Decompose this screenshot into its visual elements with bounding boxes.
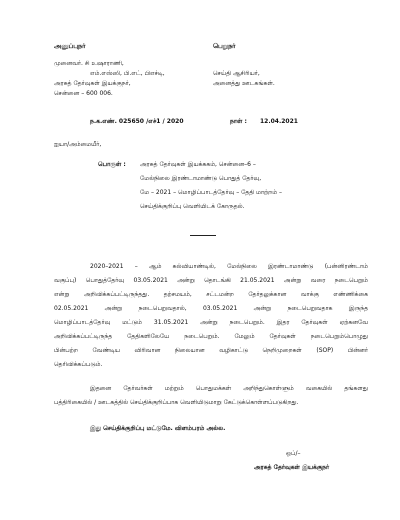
body-line: வகுப்பு) பொதுத்தேர்வு 03.05.2021 அன்று தொடங்கி 21.05.2021 அன்று வரை நடைபெறும் — [54, 277, 368, 284]
body-line: இதனை தேர்வர்கள் மற்றும் பொதுமக்கள் அறிந்துகொள்ளும் வகையில் தங்களது — [90, 385, 368, 392]
sender-line: முனைவர். சி உஷாராணி, — [54, 60, 124, 67]
recipient-line: அனைத்து ஊடகங்கள். — [213, 80, 275, 87]
reference-number: ந.க.எண். 025650 /எச்1 / 2020 — [90, 118, 184, 125]
subject-label: பொருள் : — [98, 161, 126, 168]
sender-heading: அனுப்புநர் — [54, 42, 86, 50]
recipient-line: செய்தி ஆசிரியர், — [213, 70, 260, 77]
separator-rule — [190, 235, 216, 236]
body-line: 02.05.2021 அன்று நடைபெறுவதால், 03.05.2021 அன்று நடைபெறுவதாக இருந்த — [54, 305, 368, 312]
body-line: 2020–2021 – ஆம் கல்வியாண்டில், மேல்நிலை இரண்டாமாண்டு (பன்னிரண்டாம் — [90, 263, 368, 270]
body-line: என்று அறிவிக்கப்பட்டிருந்தது. தற்சமயம், சட்டமன்ற தேர்தலுக்கான வாக்கு எண்ணிக்கை — [54, 291, 368, 298]
sender-line: எம்.எஸ்ஸி, பி.எட், பிஎச்டி, — [90, 70, 165, 77]
subject-line: செய்திக்குறிப்பு வெளியிடக் கோருதல். — [140, 203, 245, 210]
body-line: அறிவிக்கப்பட்டிருந்த தேதிகளிலேயே நடைபெறும். மேலும் தேர்வுகள் நடைபெறும்பொழுது — [54, 333, 368, 340]
salutation: ஐயா/அம்மையீர், — [54, 141, 102, 148]
body-line: பின்பற்ற வேண்டிய விரிவான நிலையான வழிகாட்டு நெறிமுறைகள் (SOP) பின்னர் — [54, 347, 368, 354]
recipient-heading: பெறுநர் — [213, 42, 236, 50]
subject-line: மேல்நிலை இரண்டாமாண்டு பொதுத் தேர்வு, — [140, 175, 262, 182]
signature-designation: அரசுத் தேர்வுகள் இயக்குநர் — [254, 464, 330, 471]
disclaimer: இது செய்திக்குறிப்பு மட்டுமே. விளம்பரம் அல்ல. — [90, 425, 226, 432]
subject-line: மே – 2021 – மொழிப்பாடத்தேர்வு – தேதி மாற்றம் – — [140, 189, 282, 196]
body-line: பத்திரிகையில் / ஊடகத்தில் செய்திக்குறிப்பாக வெளியிடுமாறு கேட்டுக்கொள்ளப்படுகிறது. — [54, 399, 299, 406]
reference-date: 12.04.2021 — [260, 118, 298, 125]
body-line: தெரிவிக்கப்படும். — [54, 361, 103, 368]
body-line: மொழிப்பாடத்தேர்வு மட்டும் 31.05.2021 அன்று நடைபெறும். இதர தேர்வுகள் ஏற்கனவே — [54, 319, 368, 326]
sender-line: சென்னை – 600 006. — [54, 90, 113, 97]
subject-line: அரசுத் தேர்வுகள் இயக்ககம், சென்னை–6 – — [140, 161, 256, 168]
sender-line: அரசுத் தேர்வுகள் இயக்குநர், — [54, 80, 131, 87]
signature-mark: ஒப்/– — [286, 450, 301, 457]
reference-date-label: நாள் : — [230, 118, 247, 125]
